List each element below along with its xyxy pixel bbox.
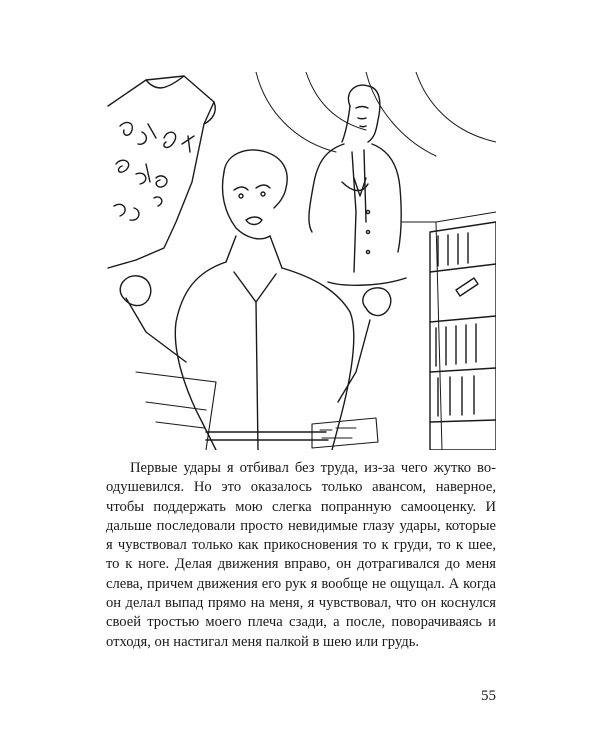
- body-paragraph: Первые удары я отбивал без труда, из-за чего жутко воодушевился. Но это оказалось только авансом, наверное, чтобы поддержать мою слегка попранную самооценку. И дальше последовали просто невидимые глазу удары, которые я чувствовал только как прикосновения то к груди, то к шее, то к ноге. Делая движения вправо, он дотрагивался до меня слева, причем движения его рук я вообще не ощущал. А когда он делал выпад прямо на меня, я чувствовал, что он коснулся своей тростью моего плеча сзади, а после, поворачиваясь и отходя, он настигал меня палкой в шею или грудь.: [106, 460, 496, 650]
- illustration-drawing: [106, 72, 496, 450]
- page-number: 55: [481, 688, 496, 704]
- bookshelf: [430, 222, 496, 450]
- long-haired-man: [309, 85, 406, 285]
- chapter-illustration: [106, 72, 496, 450]
- young-man: [120, 150, 391, 450]
- scroll-with-symbols: [108, 76, 215, 268]
